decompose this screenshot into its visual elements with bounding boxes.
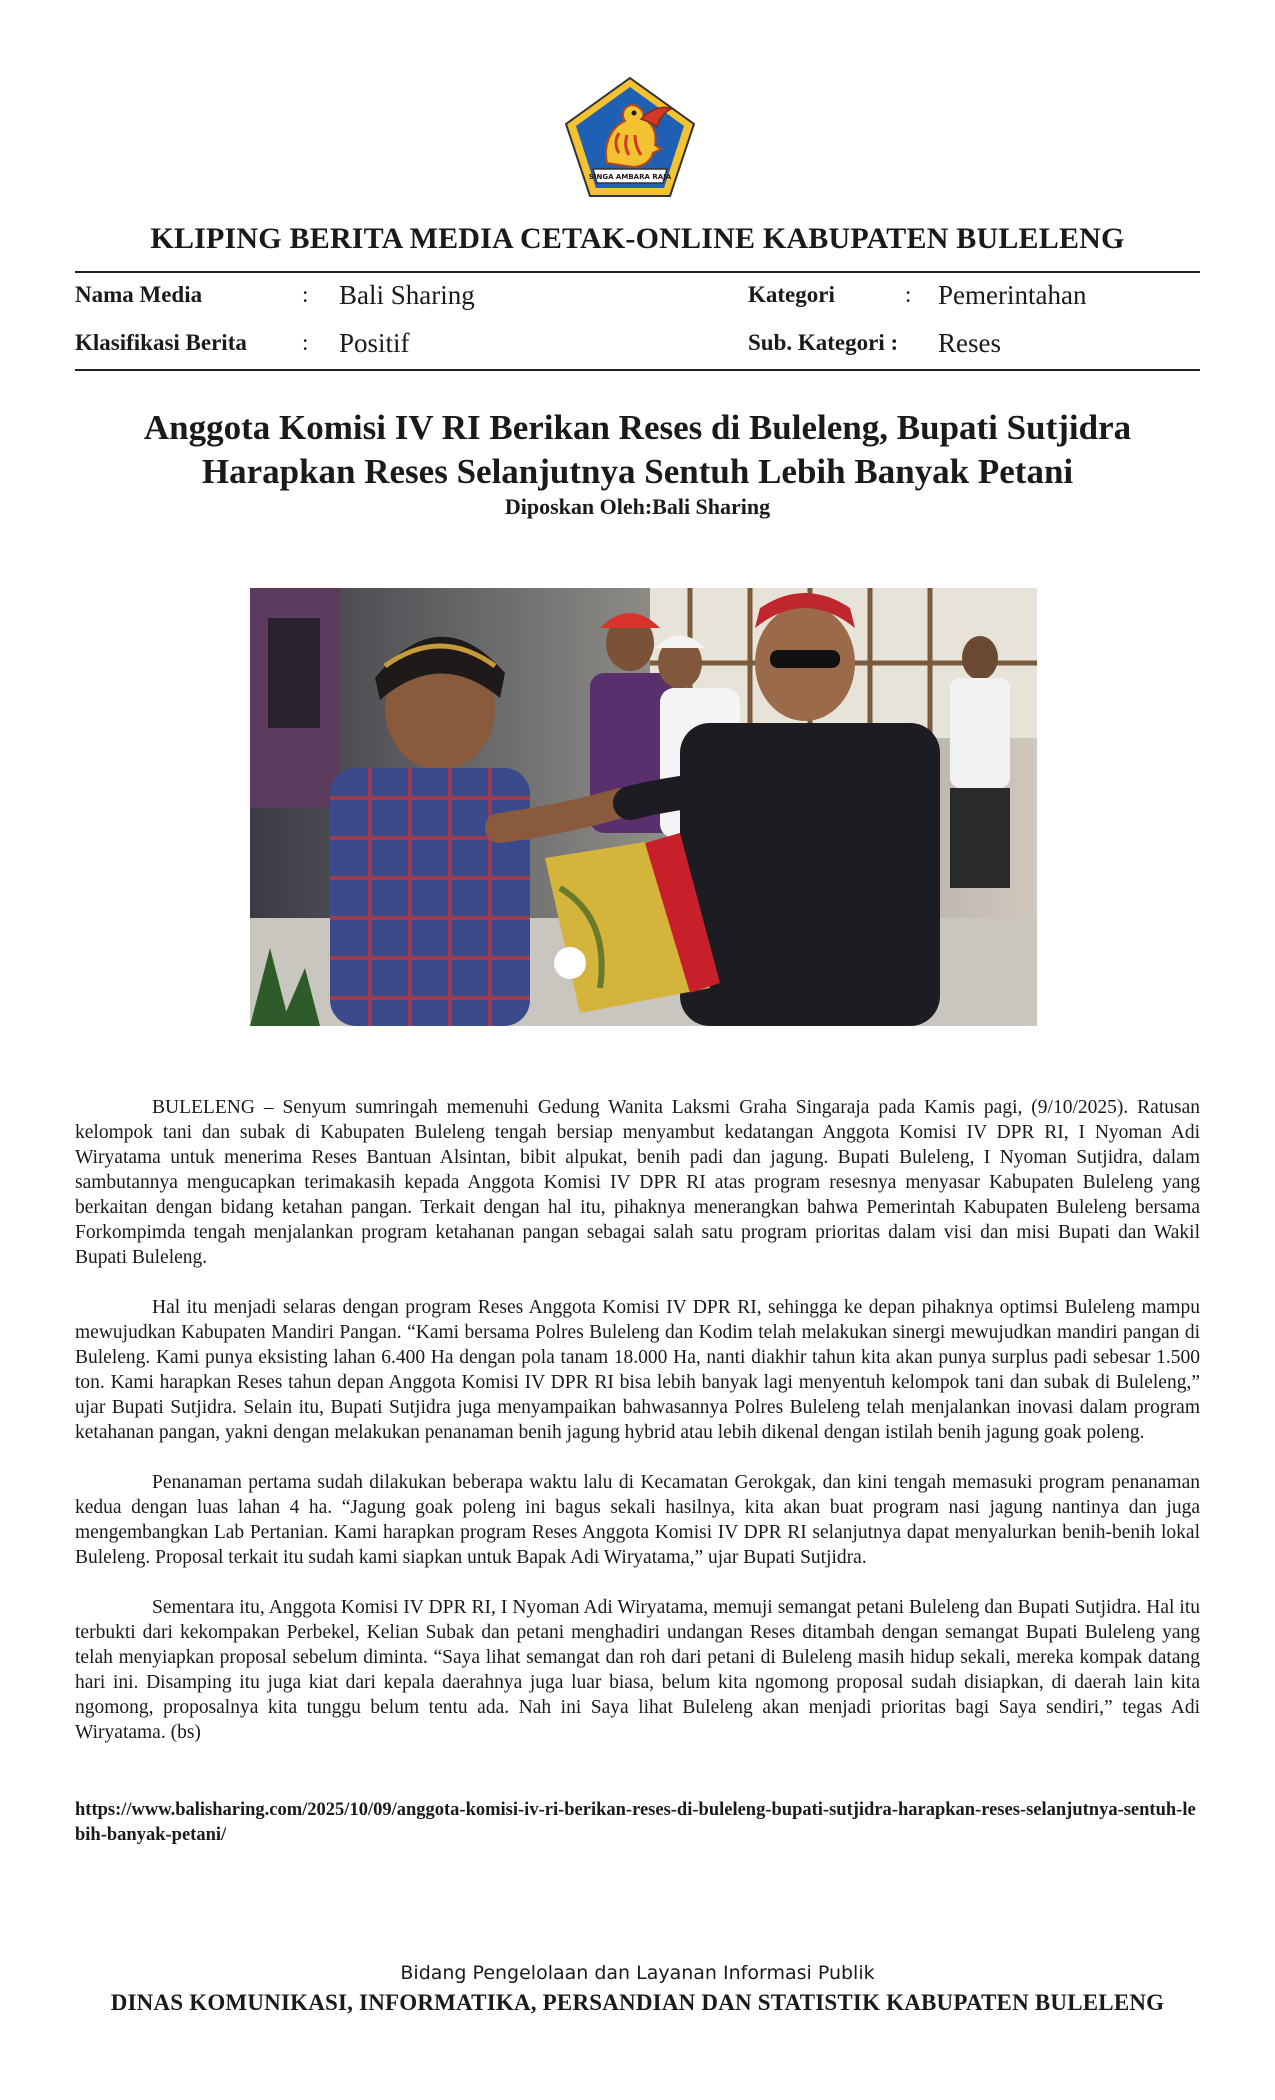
kategori-value: Pemerintahan — [938, 280, 1087, 310]
logo-motto: SINGA AMBARA RAJA — [588, 173, 672, 181]
footer-agency: DINAS KOMUNIKASI, INFORMATIKA, PERSANDIAN DAN STATISTIK KABUPATEN BULELENG — [110, 1990, 1165, 2015]
nama-media-colon: : — [302, 282, 309, 307]
klasifikasi-colon: : — [302, 330, 309, 355]
kategori-colon: : — [905, 282, 912, 307]
article-paragraph: Hal itu menjadi selaras dengan program Reses Anggota Komisi IV DPR RI, sehingga ke depan pihaknya optimsi Buleleng mampu mewujudkan Kabupaten Mandiri Pangan. “Kami bersama Polres Buleleng dan Kodim telah melakukan sinergi mewujudkan mandiri pangan di Buleleng. Kami punya eksisting lahan 6.400 Ha dengan pola tanam 18.000 Ha, nanti diakhir tahun kita akan punya surplus padi sebesar 1.500 ton. Kami harapkan Reses tahun depan Anggota Komisi IV DPR RI bisa lebih banyak lagi menyentuh kelompok tani dan subak di Buleleng,” ujar Bupati Sutjidra. Selain itu, Bupati Sutjidra juga menyampaikan bahwasannya Polres Buleleng telah menjalankan inovasi dalam program ketahanan pangan, yakni dengan melakukan penanaman benih jagung hybrid atau lebih dikenal dengan istilah benih jagung goak poleng. — [75, 1297, 1200, 1443]
bottom-divider — [75, 369, 1200, 371]
klasifikasi-value: Positif — [339, 328, 410, 358]
article-headline: Anggota Komisi IV RI Berikan Reses di Buleleng, Bupati Sutjidra Harapkan Reses Selanjutnya Sentuh Lebih Banyak Petani — [143, 408, 1132, 491]
source-url-link[interactable]: https://www.balisharing.com/2025/10/09/anggota-komisi-iv-ri-berikan-reses-di-buleleng-bupati-sutjidra-harapkan-reses-selanjutnya-sentuh-lebih-banyak-petani/ — [75, 1800, 1196, 1845]
document-title: KLIPING BERITA MEDIA CETAK-ONLINE KABUPATEN BULELENG — [150, 222, 1125, 255]
article-body — [75, 1095, 1200, 1770]
article-paragraph: Penanaman pertama sudah dilakukan beberapa waktu lalu di Kecamatan Gerokgak, dan kini tengah memasuki program penanaman kedua dengan luas lahan 4 ha. “Jagung goak poleng ini bagus sekali hasilnya, kita akan buat program nasi jagung nantinya dan juga mengembangkan Lab Pertanian. Kami harapkan program Reses Anggota Komisi IV DPR RI selanjutnya dapat menyalurkan benih-benih lokal Buleleng. Proposal terkait itu sudah kami siapkan untuk Bapak Adi Wiryatama,” ujar Bupati Sutjidra. — [75, 1472, 1200, 1568]
posted-by: Diposkan Oleh:Bali Sharing — [504, 494, 771, 519]
footer-unit: Bidang Pengelolaan dan Layanan Informasi Publik — [400, 1962, 875, 1984]
nama-media-label: Nama Media — [75, 282, 203, 307]
nama-media-value: Bali Sharing — [339, 280, 475, 310]
article-paragraph: Sementara itu, Anggota Komisi IV DPR RI, I Nyoman Adi Wiryatama, memuji semangat petani Buleleng dan Bupati Sutjidra. Hal itu terbukti dari kekompakan Perbekel, Kelian Subak dan petani menghadiri undangan Reses ditambah dengan semangat Bupati Buleleng yang telah menyiapkan proposal sebelum diminta. “Saya lihat semangat dan roh dari petani di Buleleng masih hidup sekali, mereka kompak datang hari ini. Disamping itu juga kiat dari kepala daerahnya juga luar biasa, belum kita ngomong proposal sudah disiapkan, di daerah lain kita ngomong, proposalnya kita tunggu belum tentu ada. Nah ini Saya lihat Buleleng akan menjadi prioritas bagi Saya sendiri,” tegas Adi Wiryatama. (bs) — [75, 1597, 1200, 1743]
sub-kategori-label: Sub. Kategori : — [748, 330, 899, 355]
klasifikasi-label: Klasifikasi Berita — [75, 330, 247, 355]
article-paragraph: BULELENG – Senyum sumringah memenuhi Gedung Wanita Laksmi Graha Singaraja pada Kamis pagi, (9/10/2025). Ratusan kelompok tani dan subak di Kabupaten Buleleng tengah bersiap menyambut kedatangan Anggota Komisi IV DPR RI, I Nyoman Adi Wiryatama untuk menerima Reses Bantuan Alsintan, bibit alpukat, benih padi dan jagung. Bupati Buleleng, I Nyoman Sutjidra, dalam sambutannya mengucapkan terimakasih kepada Anggota Komisi IV DPR RI atas program resesnya menyasar Kabupaten Buleleng yang berkaitan dengan bidang ketahan pangan. Terkait dengan hal itu, pihaknya menerangkan bahwa Pemerintah Kabupaten Buleleng bersama Forkompimda tengah menjalankan program ketahanan pangan sebagai salah satu program prioritas dalam visi dan misi Bupati dan Wakil Bupati Buleleng. — [75, 1097, 1200, 1268]
news-photo — [250, 588, 1037, 1026]
top-divider — [75, 271, 1200, 273]
buleleng-crest-logo — [563, 75, 697, 199]
sub-kategori-value: Reses — [938, 328, 1001, 358]
kategori-label: Kategori — [748, 282, 835, 307]
